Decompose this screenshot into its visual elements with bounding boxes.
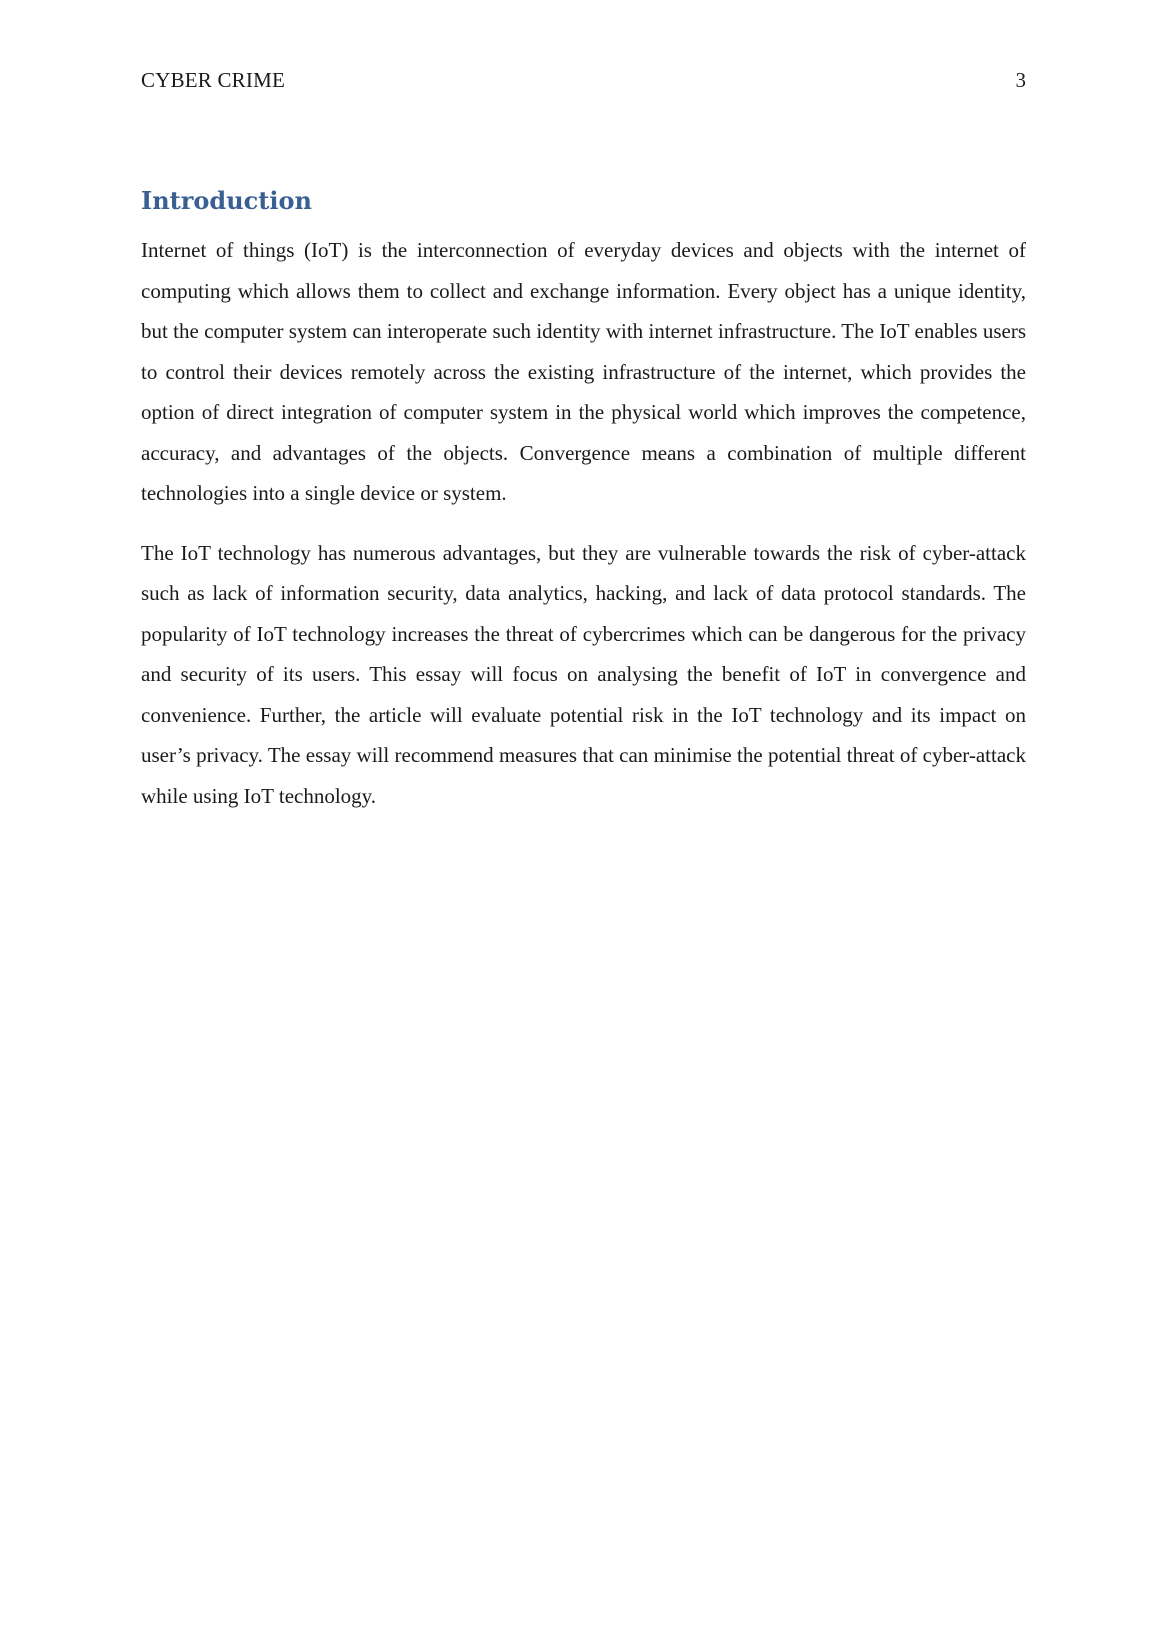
- paragraph: The IoT technology has numerous advantages, but they are vulnerable towards the risk of cyber-attack such as lack of information security, data analytics, hacking, and lack of data protocol standards. The popularity of IoT technology increases the threat of cybercrimes which can be dangerous for the privacy and security of its users. This essay will focus on analysing the benefit of IoT in convergence and convenience. Further, the article will evaluate potential risk in the IoT technology and its impact on user’s privacy. The essay will recommend measures that can minimise the potential threat of cyber-attack while using IoT technology.: [141, 540, 1026, 808]
- page-number: 3: [1015, 68, 1026, 92]
- section-body: [141, 230, 1026, 835]
- section-heading: Introduction: [141, 186, 312, 215]
- running-head: CYBER CRIME: [141, 68, 285, 92]
- paragraph: Internet of things (IoT) is the interconnection of everyday devices and objects with the internet of computing which allows them to collect and exchange information. Every object has a unique identity, but the computer system can interoperate such identity with internet infrastructure. The IoT enables users to control their devices remotely across the existing infrastructure of the internet, which provides the option of direct integration of computer system in the physical world which improves the competence, accuracy, and advantages of the objects. Convergence means a combination of multiple different technologies into a single device or system.: [141, 238, 1026, 505]
